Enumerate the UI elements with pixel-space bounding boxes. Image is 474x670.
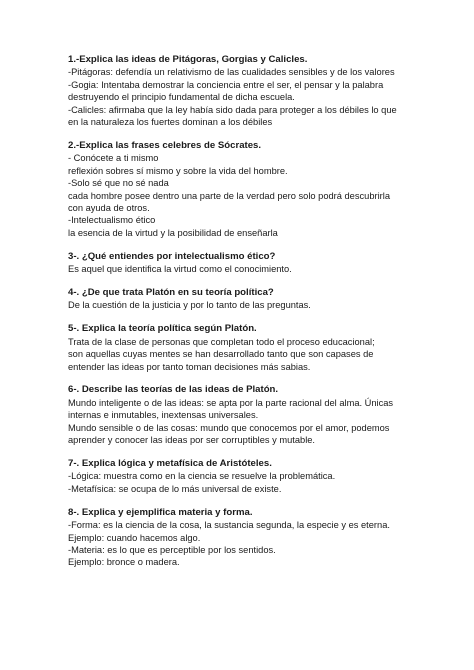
section-1 [68, 54, 434, 128]
answer-line: De la cuestión de la justicia y por lo tanto de las preguntas. [68, 300, 311, 311]
answer-line: -Calicles: afirmaba que la ley había sido dada para proteger a los débiles lo que [68, 104, 397, 115]
answer-line: con ayuda de otros. [68, 202, 150, 213]
answer-line: internas e inmutables, inextensas universales. [68, 410, 259, 421]
answer-line: la esencia de la virtud y la posibilidad de enseñarla [68, 227, 278, 238]
question-4: 4-. ¿De que trata Platón en su teoría política? [68, 287, 274, 298]
section-2 [68, 140, 434, 239]
section-8 [68, 507, 434, 569]
answer-line: son aquellas cuyas mentes se han desarrollado tanto que son capases de [68, 349, 374, 360]
section-7 [68, 458, 434, 495]
answer-line: Ejemplo: cuando hacemos algo. [68, 532, 201, 543]
answer-line: -Forma: es la ciencia de la cosa, la sustancia segunda, la especie y es eterna. [68, 520, 390, 531]
answer-line: -Intelectualismo ético [68, 215, 156, 226]
question-1: 1.-Explica las ideas de Pitágoras, Gorgias y Calicles. [68, 54, 308, 65]
question-5: 5-. Explica la teoría política según Platón. [68, 323, 257, 335]
answer-line: Trata de la clase de personas que completan todo el proceso educacional; [68, 336, 375, 347]
answer-line: Mundo inteligente o de las ideas: se apta por la parte racional del alma. Únicas [68, 397, 394, 408]
answer-line: en la naturaleza los fuertes dominan a los débiles [68, 117, 273, 128]
section-4 [68, 287, 434, 312]
answer-line: destruyendo el principio fundamental de dicha escuela. [68, 92, 295, 103]
question-6: 6-. Describe las teorías de las ideas de Platón. [68, 384, 279, 396]
answer-line: aprender y conocer las ideas por ser corruptibles y mutable. [68, 435, 316, 446]
answer-line: cada hombre posee dentro una parte de la verdad pero solo podrá descubrirla [68, 190, 390, 201]
question-8: 8-. Explica y ejemplifica materia y forma. [68, 506, 253, 518]
question-3: 3-. ¿Qué entiendes por intelectualismo ético? [68, 250, 276, 262]
section-3 [68, 251, 434, 276]
answer-line: - Conócete a ti mismo [68, 153, 159, 164]
answer-line: entender las ideas por tanto toman decisiones más sabias. [68, 361, 311, 372]
answer-line: -Gogia: Intentaba demostrar la conciencia entre el ser, el pensar y la palabra [68, 79, 384, 90]
answer-line: -Metafísica: se ocupa de lo más universal de existe. [68, 483, 282, 494]
answer-line: -Materia: es lo que es perceptible por los sentidos. [68, 544, 276, 555]
question-2: 2.-Explica las frases celebres de Sócrates. [68, 139, 262, 151]
answer-line: reflexión sobres sí mismo y sobre la vida del hombre. [68, 165, 288, 176]
answer-line: -Lógica: muestra como en la ciencia se resuelve la problemática. [68, 471, 336, 482]
answer-line: Ejemplo: bronce o madera. [68, 557, 180, 568]
section-6 [68, 384, 434, 446]
answer-line: Es aquel que identifica la virtud como el conocimiento. [68, 264, 292, 275]
answer-line: -Solo sé que no sé nada [68, 178, 169, 189]
section-5 [68, 323, 434, 373]
answer-line: Mundo sensible o de las cosas: mundo que conocemos por el amor, podemos [68, 422, 390, 433]
answer-line: -Pitágoras: defendía un relativismo de las cualidades sensibles y de los valores [68, 67, 395, 78]
question-7: 7-. Explica lógica y metafísica de Aristóteles. [68, 457, 272, 469]
